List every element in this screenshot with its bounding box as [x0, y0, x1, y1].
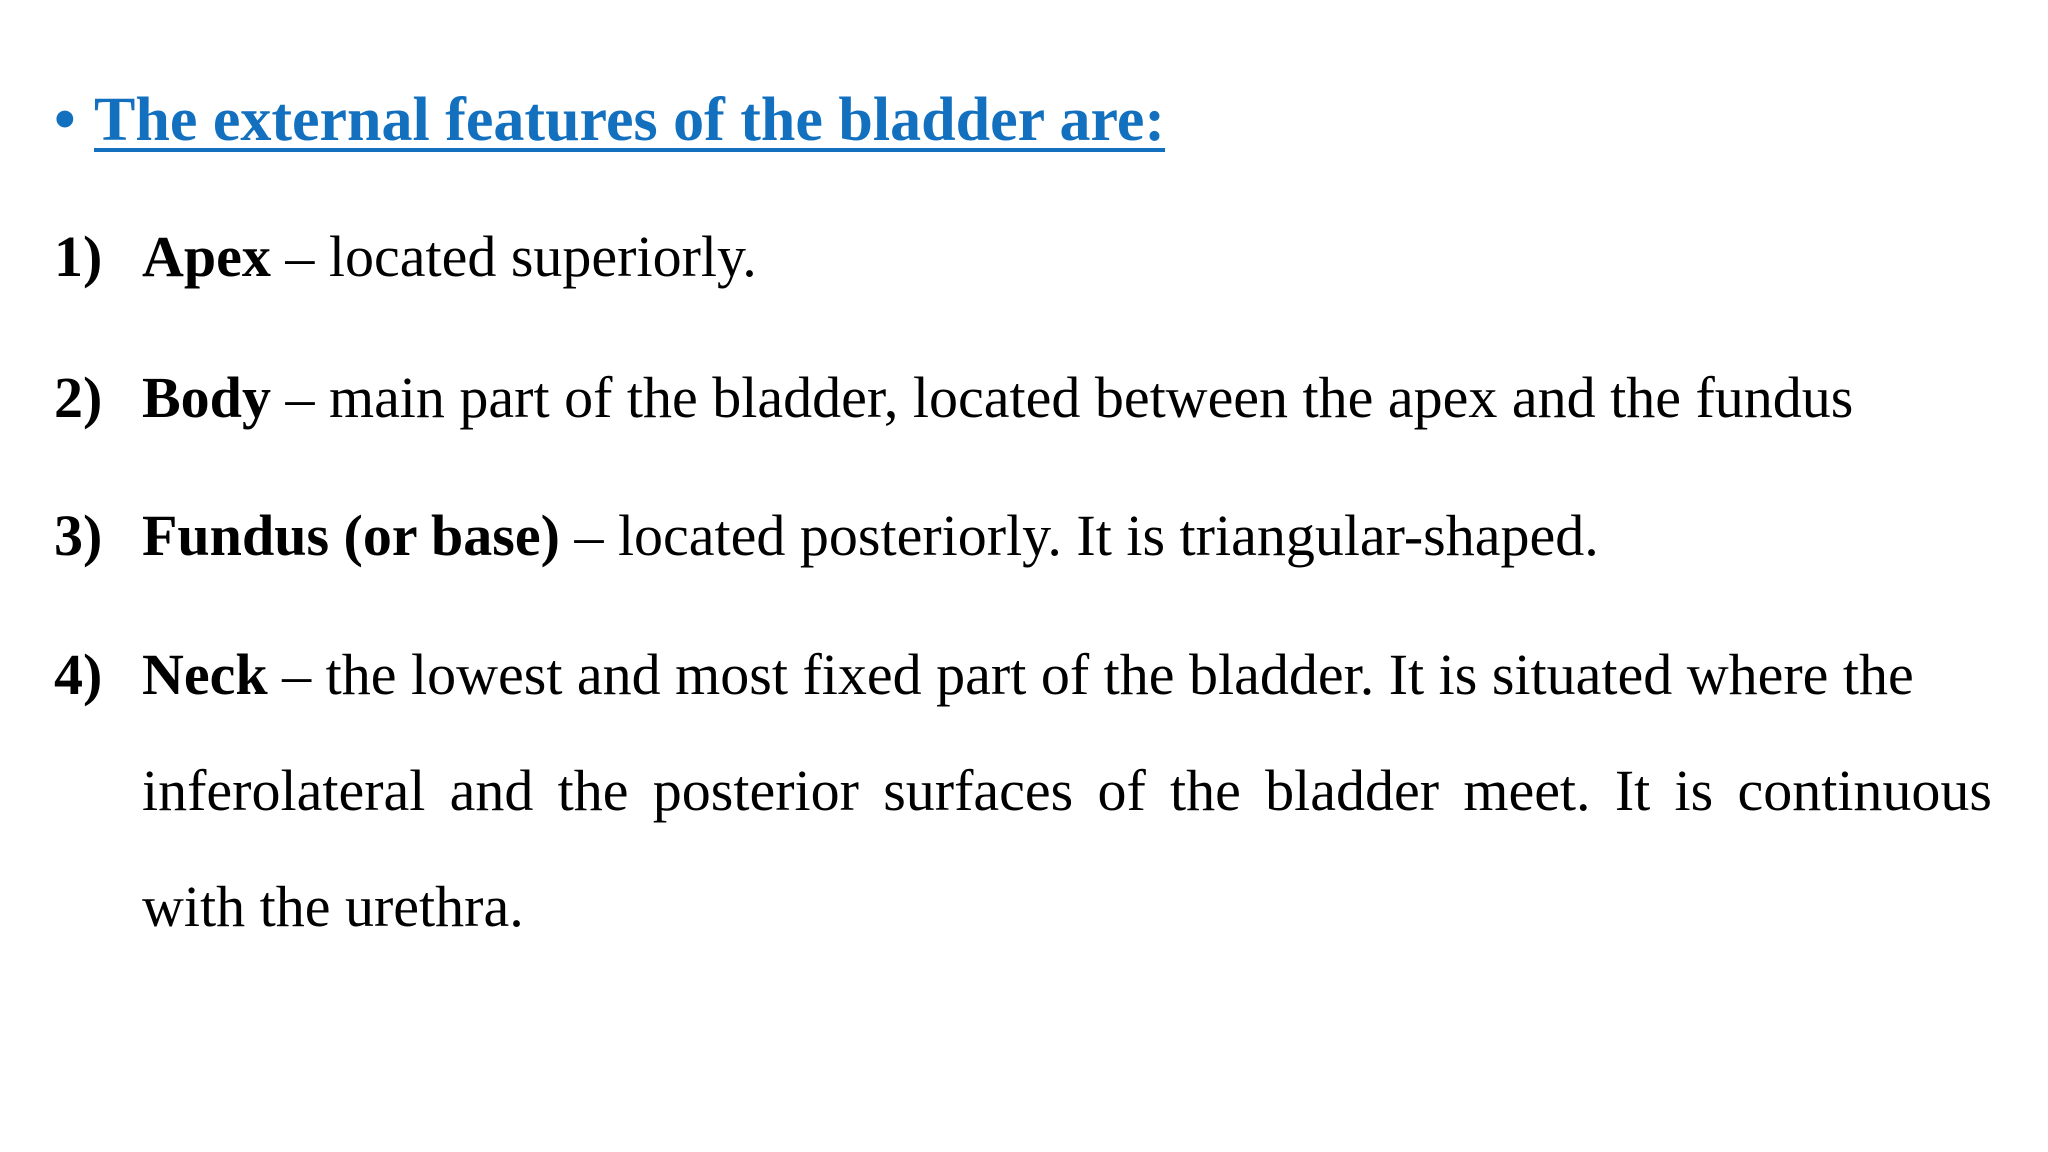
list-item-text [142, 501, 1599, 571]
list-number: 3) [54, 503, 103, 568]
list-item-text [142, 222, 757, 292]
list-item-neck-continuation: with the urethra. [142, 874, 524, 939]
slide-heading [54, 82, 1165, 158]
list-term: Apex [142, 224, 271, 289]
heading-title: The external features of the bladder are: [94, 86, 1166, 154]
list-number: 2) [54, 365, 103, 430]
list-term: Body [142, 365, 271, 430]
list-term: Fundus (or base) [142, 503, 560, 568]
list-number: 1) [54, 224, 103, 289]
list-term: Neck [142, 642, 268, 707]
bullet-icon: • [54, 86, 76, 154]
list-description: – the lowest and most fixed part of the bladder. It is situated where the [267, 642, 1914, 707]
list-number: 4) [54, 642, 103, 707]
list-description: – main part of the bladder, located between the apex and the fundus [270, 365, 1854, 430]
list-item-neck-continuation: inferolateral and the posterior surfaces of the bladder meet. It is continuous [142, 758, 1992, 823]
list-item-text [142, 640, 1914, 710]
list-item-text [142, 363, 1853, 433]
list-description: – located posteriorly. It is triangular-shaped. [559, 503, 1599, 568]
list-description: – located superiorly. [270, 224, 757, 289]
